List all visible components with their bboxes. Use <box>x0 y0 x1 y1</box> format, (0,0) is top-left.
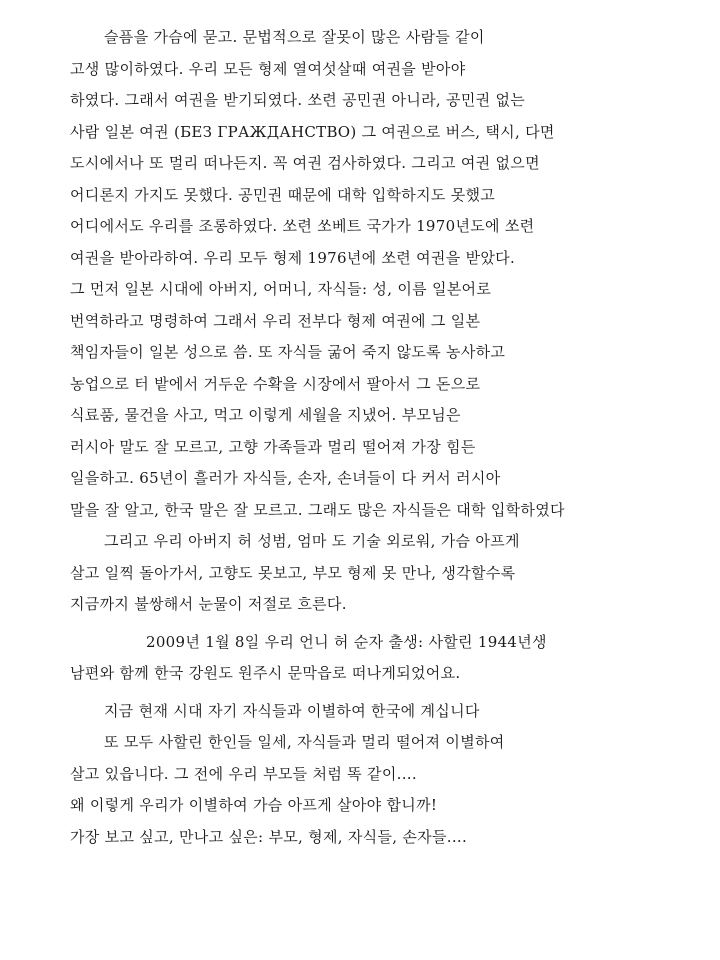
letter-line-3: 하였다. 그래서 여권을 받기되였다. 쏘련 공민권 아니라, 공민권 없는 <box>70 91 526 109</box>
letter-line-14: 러시아 말도 잘 모르고, 고향 가족들과 멀리 떨어져 가장 힘든 <box>70 437 476 456</box>
letter-line-23: 또 모두 사할린 한인들 일세, 자식들과 멀리 떨어져 이별하여 <box>104 733 505 751</box>
letter-line-22: 지금 현재 시대 자기 자식들과 이별하여 한국에 계십니다 <box>104 701 480 720</box>
letter-line-16: 말을 잘 알고, 한국 말은 잘 모르고. 그래도 많은 자식들은 대학 입학하였다 <box>70 500 565 519</box>
letter-line-12: 농업으로 터 밭에서 거두운 수확을 시장에서 팔아서 그 돈으로 <box>70 374 481 393</box>
letter-line-9: 그 먼저 일본 시대에 아버지, 어머니, 자식들: 성, 이름 일본어로 <box>70 280 492 298</box>
letter-line-15: 일을하고. 65년이 흘러가 자식들, 손자, 손녀들이 다 커서 러시아 <box>70 469 501 487</box>
letter-line-13: 식료품, 물건을 사고, 먹고 이렇게 세월을 지냈어. 부모님은 <box>70 406 461 424</box>
letter-line-18: 살고 일찍 돌아가서, 고향도 못보고, 부모 형제 못 만나, 생각할수록 <box>70 563 516 582</box>
letter-line-7: 어디에서도 우리를 조롱하였다. 쏘련 쏘베트 국가가 1970년도에 쏘련 <box>70 217 535 235</box>
handwritten-letter <box>70 22 710 853</box>
letter-line-4: 사람 일본 여권 (БЕЗ ГРАЖДАНСТВО) 그 여권으로 버스, 택시, 다면 <box>70 122 555 141</box>
letter-line-20: 2009년 1월 8일 우리 언니 허 순자 출생: 사할린 1944년생 <box>146 632 547 651</box>
letter-line-26: 가장 보고 싶고, 만나고 싶은: 부모, 형제, 자식들, 손자들.... <box>70 827 468 846</box>
letter-line-19: 지금까지 불쌍해서 눈물이 저절로 흐른다. <box>70 595 347 613</box>
letter-line-2: 고생 많이하였다. 우리 모든 형제 열여섯살때 여권을 받아야 <box>70 59 466 78</box>
letter-line-1: 슬픔을 가슴에 묻고. 문법적으로 잘못이 많은 사람들 같이 <box>104 28 485 46</box>
letter-line-10: 번역하라고 명령하여 그래서 우리 전부다 형제 여권에 그 일본 <box>70 311 481 330</box>
letter-line-8: 여권을 받아라하여. 우리 모두 형제 1976년에 쏘련 여권을 받았다. <box>70 248 516 267</box>
letter-line-21: 남편와 함께 한국 강원도 원주시 문막읍로 떠나게되었어요. <box>70 664 461 682</box>
letter-line-25: 왜 이렇게 우리가 이별하여 가슴 아프게 살아야 합니까! <box>70 796 438 814</box>
letter-line-11: 책임자들이 일본 성으로 씀. 또 자식들 굶어 죽지 않도록 농사하고 <box>70 343 506 361</box>
letter-line-6: 어디론지 가지도 못했다. 공민권 때문에 대학 입학하지도 못했고 <box>70 185 496 204</box>
letter-line-17: 그리고 우리 아버지 허 성범, 엄마 도 기술 외로워, 가슴 아프게 <box>104 532 520 550</box>
letter-line-24: 살고 있읍니다. 그 전에 우리 부모들 처럼 똑 같이.... <box>70 764 417 783</box>
letter-line-5: 도시에서나 또 멀리 떠나든지. 꼭 여권 검사하였다. 그리고 여권 없으면 <box>70 154 540 172</box>
